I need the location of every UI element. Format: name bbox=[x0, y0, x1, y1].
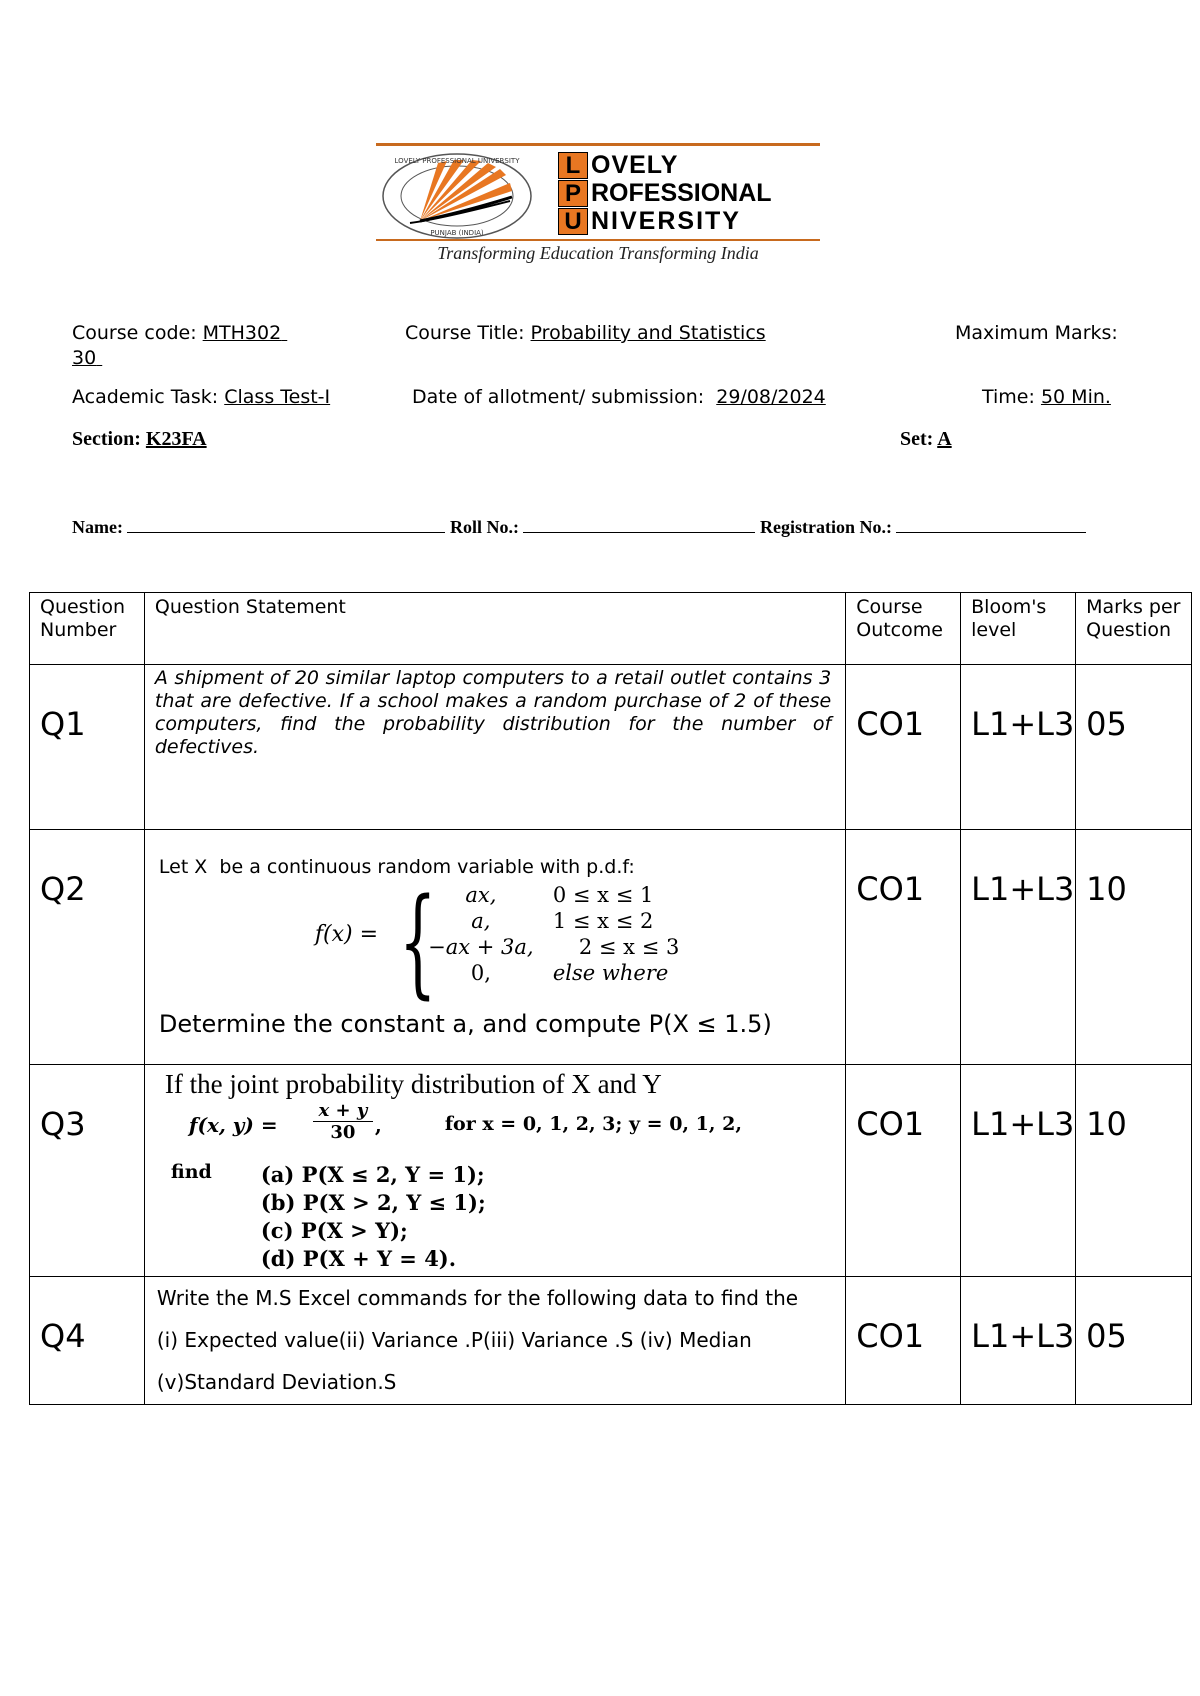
q4-line-1: Write the M.S Excel commands for the following data to find the bbox=[156, 1286, 799, 1310]
time-allowed bbox=[982, 386, 1111, 408]
section-value: K23FA bbox=[145, 428, 207, 450]
header-question-number: Question Number bbox=[30, 593, 145, 665]
table-row bbox=[30, 830, 1192, 1065]
case-expr: −ax + 3a, bbox=[428, 935, 534, 959]
question-number: Q2 bbox=[30, 830, 145, 1065]
course-title-label: Course Title: bbox=[405, 322, 531, 344]
question-statement bbox=[144, 1277, 845, 1405]
marks: 05 bbox=[1076, 1277, 1192, 1405]
q4-line-2: (i) Expected value(ii) Variance .P(iii) Variance .S (iv) Median bbox=[156, 1328, 752, 1352]
header-course-outcome: Course Outcome bbox=[846, 593, 961, 665]
q3-part-a: (a) P(X ≤ 2, Y = 1); bbox=[260, 1162, 485, 1187]
blooms-level: L1+L3 bbox=[961, 830, 1076, 1065]
logo-wordmark bbox=[558, 151, 818, 235]
header-question-statement: Question Statement bbox=[144, 593, 845, 665]
header-marks: Marks per Question bbox=[1076, 593, 1192, 665]
blooms-level: L1+L3 bbox=[961, 1065, 1076, 1277]
case-cond: else where bbox=[552, 961, 669, 985]
logo-letter-p: P bbox=[558, 180, 588, 207]
case-cond: 2 ≤ x ≤ 3 bbox=[578, 935, 680, 959]
set-label: Set: bbox=[900, 428, 938, 450]
name-field[interactable] bbox=[127, 514, 445, 533]
course-outcome: CO1 bbox=[846, 1277, 961, 1405]
student-details-line bbox=[72, 514, 1086, 538]
roll-label: Roll No.: bbox=[449, 517, 519, 537]
time-value: 50 Min. bbox=[1040, 386, 1111, 408]
blooms-level: L1+L3 bbox=[961, 665, 1076, 830]
marks: 10 bbox=[1076, 830, 1192, 1065]
q3-condition: for x = 0, 1, 2, 3; y = 0, 1, 2, bbox=[444, 1113, 742, 1135]
question-statement bbox=[144, 1065, 845, 1277]
marks: 10 bbox=[1076, 1065, 1192, 1277]
time-label: Time: bbox=[982, 386, 1041, 408]
registration-field[interactable] bbox=[896, 514, 1086, 533]
case-expr: a, bbox=[471, 909, 491, 933]
table-row bbox=[30, 1277, 1192, 1405]
case-cond: 0 ≤ x ≤ 1 bbox=[552, 883, 654, 907]
course-code bbox=[72, 322, 287, 344]
q2-fx: f(x) = bbox=[314, 922, 379, 947]
roll-field[interactable] bbox=[523, 514, 755, 533]
logo-word-3: NIVERSITY bbox=[591, 206, 741, 235]
q2-intro: Let X be a continuous random variable with p.d.f: bbox=[158, 856, 635, 878]
q3-part-c: (c) P(X > Y); bbox=[260, 1218, 408, 1243]
max-marks-value: 30 bbox=[72, 347, 97, 369]
q3-part-d: (d) P(X + Y = 4). bbox=[260, 1246, 457, 1271]
question-statement: A shipment of 20 similar laptop computers to a retail outlet contains 3 that are defective. If a school makes a random purchase of 2 of these computers, find the probability distribution for the number of defectives. bbox=[144, 665, 845, 830]
q3-denominator: 30 bbox=[330, 1122, 356, 1143]
q3-intro: If the joint probability distribution of X and Y bbox=[164, 1069, 662, 1099]
course-outcome: CO1 bbox=[846, 1065, 961, 1277]
logo-tagline: Transforming Education Transforming India bbox=[437, 243, 759, 263]
logo-bottom-rule bbox=[376, 239, 820, 241]
academic-task-value: Class Test-I bbox=[224, 386, 331, 408]
course-outcome: CO1 bbox=[846, 830, 961, 1065]
university-logo bbox=[376, 143, 820, 267]
table-header-row bbox=[30, 593, 1192, 665]
section bbox=[72, 428, 207, 451]
allotment-date-label: Date of allotment/ submission: bbox=[412, 386, 705, 408]
q3-find: find bbox=[170, 1161, 212, 1183]
logo-word-1: OVELY bbox=[591, 150, 679, 179]
q3-part-b: (b) P(X > 2, Y ≤ 1); bbox=[260, 1190, 486, 1215]
max-marks-value-line bbox=[72, 347, 102, 369]
q3-fraction bbox=[313, 1101, 373, 1144]
university-seal-icon bbox=[380, 151, 535, 241]
question-table bbox=[29, 592, 1192, 1405]
course-title-value: Probability and Statistics bbox=[530, 322, 766, 344]
max-marks-label: Maximum Marks: bbox=[955, 322, 1118, 344]
q3-parts bbox=[261, 1161, 486, 1273]
allotment-date bbox=[412, 386, 826, 408]
logo-word-2: ROFESSIONAL bbox=[591, 178, 772, 207]
question-number: Q4 bbox=[30, 1277, 145, 1405]
academic-task-label: Academic Task: bbox=[72, 386, 225, 408]
name-label: Name: bbox=[72, 517, 123, 537]
logo-letter-u: U bbox=[558, 208, 588, 235]
question-statement bbox=[144, 830, 845, 1065]
q3-fxy: f(x, y) = bbox=[188, 1113, 278, 1137]
q4-line-3: (v)Standard Deviation.S bbox=[156, 1370, 397, 1394]
q2-brace: { bbox=[398, 872, 437, 1010]
set bbox=[900, 428, 952, 451]
q3-numerator: x + y bbox=[313, 1101, 373, 1122]
marks: 05 bbox=[1076, 665, 1192, 830]
q2-task: Determine the constant a, and compute P(X ≤ 1.5) bbox=[158, 1010, 772, 1038]
course-outcome: CO1 bbox=[846, 665, 961, 830]
section-label: Section: bbox=[72, 428, 146, 450]
header-blooms-level: Bloom's level bbox=[961, 593, 1076, 665]
table-row bbox=[30, 1065, 1192, 1277]
registration-label: Registration No.: bbox=[759, 517, 892, 537]
course-title bbox=[405, 322, 766, 344]
course-code-value: MTH302 bbox=[202, 322, 282, 344]
logo-letter-l: L bbox=[558, 152, 588, 179]
q3-comma: , bbox=[374, 1113, 382, 1137]
blooms-level: L1+L3 bbox=[961, 1277, 1076, 1405]
question-number: Q3 bbox=[30, 1065, 145, 1277]
q2-cases bbox=[417, 882, 679, 986]
case-expr: 0, bbox=[470, 961, 491, 985]
set-value: A bbox=[937, 428, 952, 450]
svg-text:PUNJAB (INDIA): PUNJAB (INDIA) bbox=[430, 229, 484, 237]
question-number: Q1 bbox=[30, 665, 145, 830]
academic-task bbox=[72, 386, 330, 408]
course-code-label: Course code: bbox=[72, 322, 203, 344]
table-row bbox=[30, 665, 1192, 830]
svg-text:LOVELY PROFESSIONAL UNIVERSITY: LOVELY PROFESSIONAL UNIVERSITY bbox=[394, 157, 520, 165]
allotment-date-value: 29/08/2024 bbox=[716, 386, 826, 408]
logo-top-rule bbox=[376, 143, 820, 146]
case-cond: 1 ≤ x ≤ 2 bbox=[552, 909, 654, 933]
case-expr: ax, bbox=[465, 883, 497, 907]
